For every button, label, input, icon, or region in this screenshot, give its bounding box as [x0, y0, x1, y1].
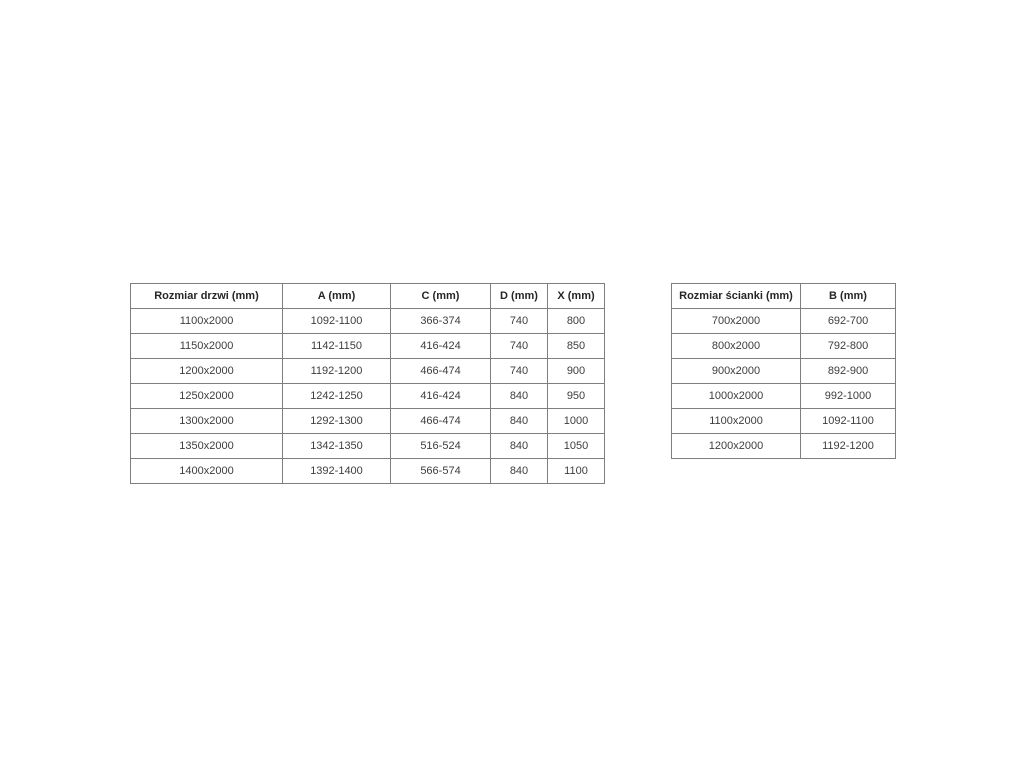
table-row [131, 384, 605, 409]
table-cell: 800 [548, 309, 605, 334]
header-cell: D (mm) [491, 284, 548, 309]
table-cell: 1092-1100 [801, 409, 896, 434]
table-cell: 516-524 [391, 434, 491, 459]
door-sizes-header-row [131, 284, 605, 309]
table-cell: 740 [491, 359, 548, 384]
table-cell: 1100x2000 [672, 409, 801, 434]
table-row [131, 309, 605, 334]
table-cell: 900x2000 [672, 359, 801, 384]
table-cell: 1200x2000 [672, 434, 801, 459]
table-cell: 1050 [548, 434, 605, 459]
table-cell: 366-374 [391, 309, 491, 334]
table-cell: 692-700 [801, 309, 896, 334]
wall-panel-sizes-table [671, 283, 896, 459]
table-cell: 1392-1400 [283, 459, 391, 484]
table-cell: 850 [548, 334, 605, 359]
table-cell: 1400x2000 [131, 459, 283, 484]
table-cell: 892-900 [801, 359, 896, 384]
table-cell: 792-800 [801, 334, 896, 359]
table-row [131, 334, 605, 359]
table-cell: 1100 [548, 459, 605, 484]
table-cell: 1192-1200 [801, 434, 896, 459]
table-cell: 1300x2000 [131, 409, 283, 434]
header-cell: Rozmiar ścianki (mm) [672, 284, 801, 309]
table-cell: 840 [491, 434, 548, 459]
table-cell: 1200x2000 [131, 359, 283, 384]
table-cell: 950 [548, 384, 605, 409]
table-cell: 900 [548, 359, 605, 384]
table-cell: 1000 [548, 409, 605, 434]
table-cell: 1142-1150 [283, 334, 391, 359]
wall-panel-sizes-header-row [672, 284, 896, 309]
table-cell: 840 [491, 384, 548, 409]
table-cell: 740 [491, 334, 548, 359]
table-cell: 1342-1350 [283, 434, 391, 459]
table-cell: 992-1000 [801, 384, 896, 409]
table-cell: 466-474 [391, 359, 491, 384]
header-cell: Rozmiar drzwi (mm) [131, 284, 283, 309]
table-row [672, 334, 896, 359]
table-cell: 1250x2000 [131, 384, 283, 409]
table-row [131, 459, 605, 484]
table-cell: 1242-1250 [283, 384, 391, 409]
table-cell: 566-574 [391, 459, 491, 484]
header-cell: A (mm) [283, 284, 391, 309]
table-row [672, 434, 896, 459]
table-cell: 1100x2000 [131, 309, 283, 334]
table-cell: 800x2000 [672, 334, 801, 359]
table-cell: 1000x2000 [672, 384, 801, 409]
table-cell: 1150x2000 [131, 334, 283, 359]
table-cell: 740 [491, 309, 548, 334]
table-cell: 416-424 [391, 334, 491, 359]
table-row [131, 434, 605, 459]
header-cell: B (mm) [801, 284, 896, 309]
header-cell: X (mm) [548, 284, 605, 309]
table-cell: 840 [491, 409, 548, 434]
table-cell: 416-424 [391, 384, 491, 409]
table-cell: 1092-1100 [283, 309, 391, 334]
table-row [672, 409, 896, 434]
table-cell: 1350x2000 [131, 434, 283, 459]
header-cell: C (mm) [391, 284, 491, 309]
table-row [672, 309, 896, 334]
table-cell: 840 [491, 459, 548, 484]
table-cell: 466-474 [391, 409, 491, 434]
table-row [672, 384, 896, 409]
table-cell: 700x2000 [672, 309, 801, 334]
table-cell: 1192-1200 [283, 359, 391, 384]
table-row [672, 359, 896, 384]
table-cell: 1292-1300 [283, 409, 391, 434]
table-row [131, 359, 605, 384]
table-row [131, 409, 605, 434]
door-sizes-table [130, 283, 605, 484]
